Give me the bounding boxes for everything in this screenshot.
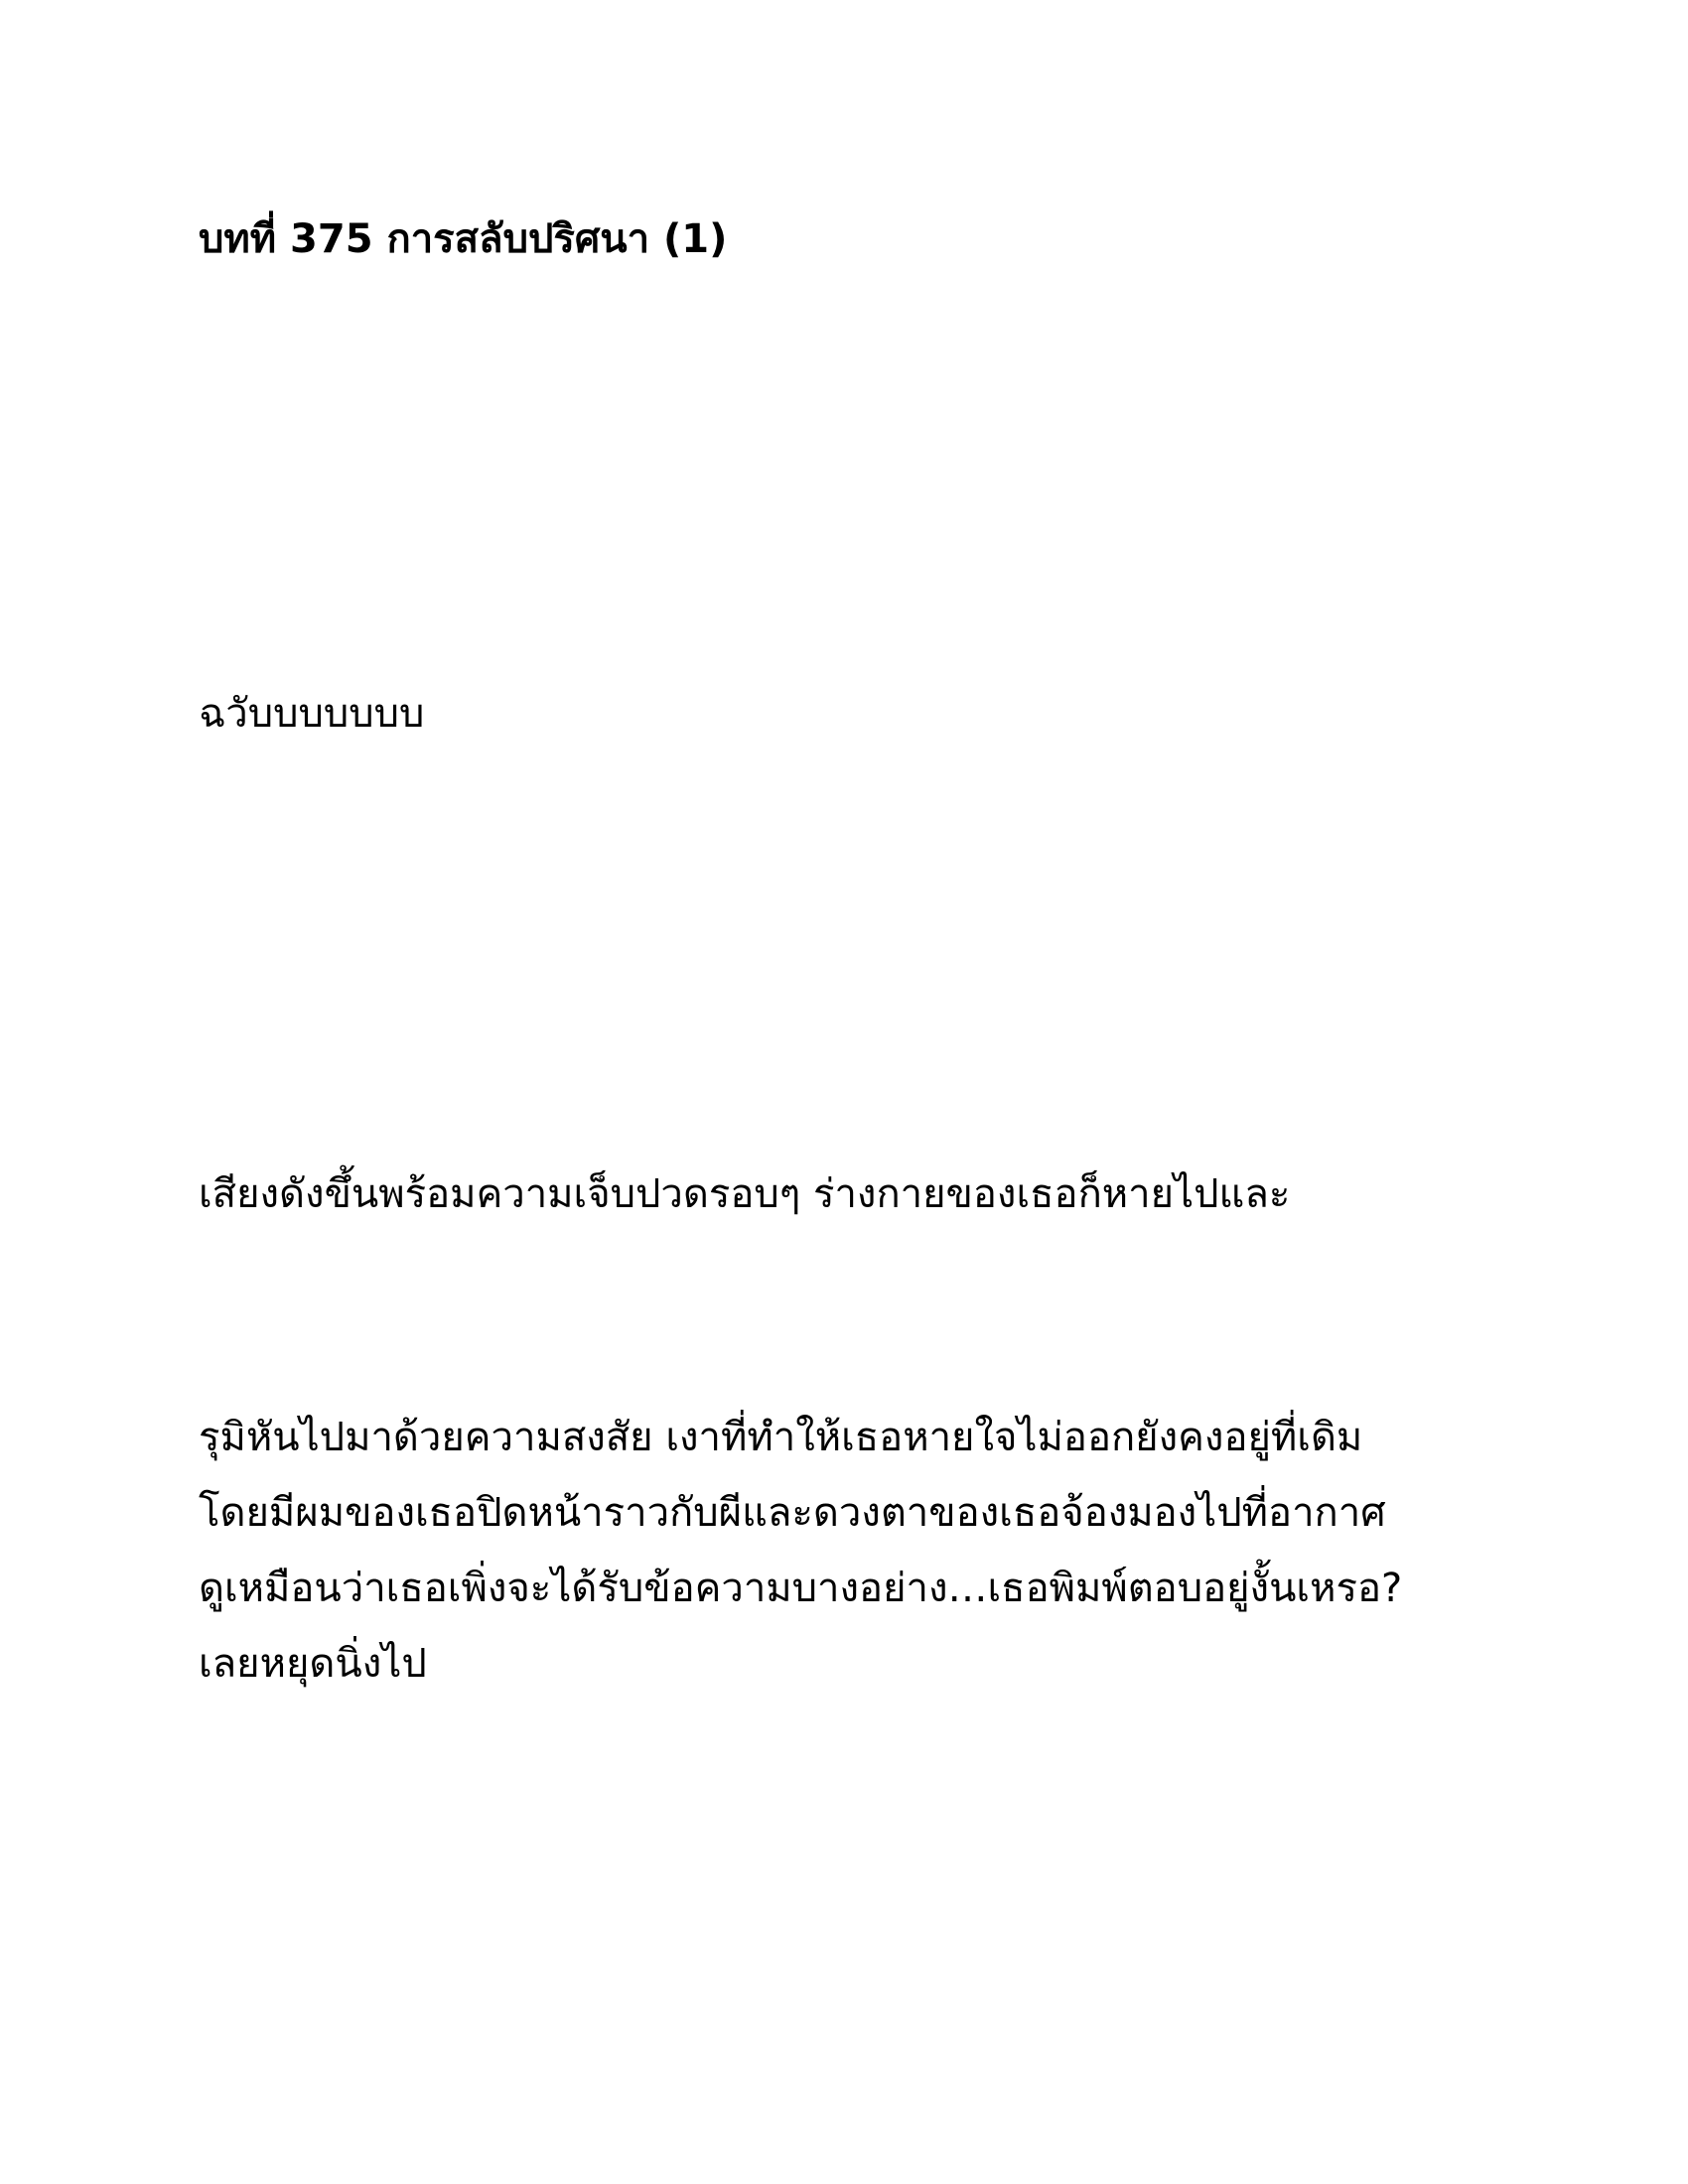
paragraph-disappear bbox=[199, 1159, 1290, 1230]
paragraph-line: โดยมีผมของเธอปิดหน้าราวกับผีและดวงตาของเธอจ้องมองไปที่อากาศ bbox=[199, 1490, 1386, 1536]
paragraph-line: รุมิหันไปมาด้วยความสงสัย เงาที่ทำให้เธอหายใจไม่ออกยังคงอยู่ที่เดิม bbox=[199, 1415, 1363, 1460]
chapter-title: บทที่ 375 การสลับปริศนา (1) bbox=[199, 216, 728, 262]
paragraph-line: เลยหยุดนิ่งไป bbox=[199, 1641, 427, 1687]
paragraph-line: ดูเหมือนว่าเธอเพิ่งจะได้รับข้อความบางอย่าง…เธอพิมพ์ตอบอยู่งั้นเหรอ? bbox=[199, 1566, 1403, 1611]
paragraph-rumi bbox=[199, 1400, 1402, 1702]
paragraph-line: ฉวับบบบบบบ bbox=[199, 691, 425, 737]
paragraph-sound-effect bbox=[199, 678, 424, 750]
paragraph-line: เสียงดังขึ้นพร้อมความเจ็บปวดรอบๆ ร่างกายของเธอก็หายไปและ bbox=[199, 1171, 1291, 1217]
